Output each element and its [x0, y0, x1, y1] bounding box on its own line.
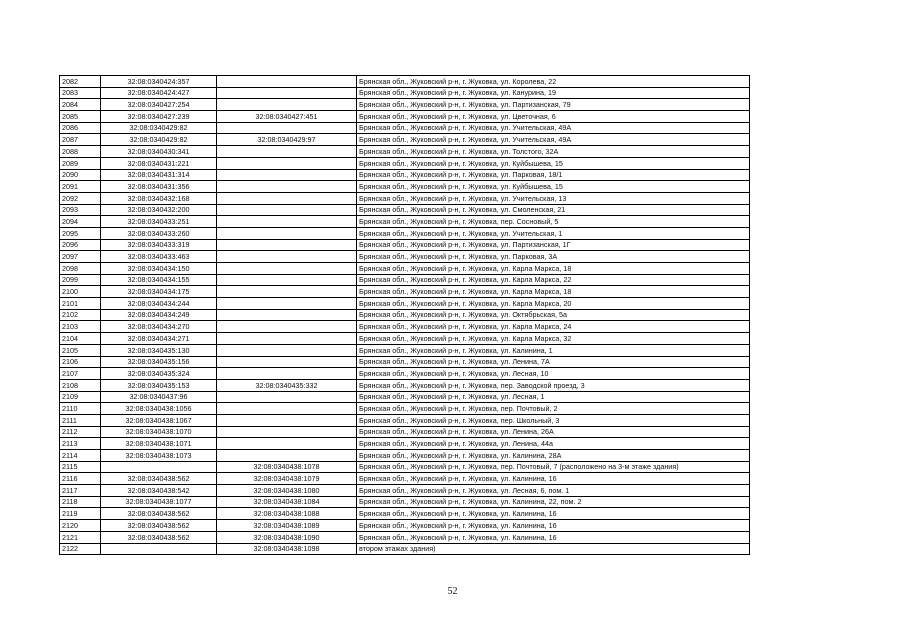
row-number-cell: 2098 — [60, 263, 101, 275]
row-number-cell: 2101 — [60, 298, 101, 310]
table-row — [60, 298, 750, 310]
address-cell: Брянская обл., Жуковский р-н, г. Жуковка, ул. Калинина, 1 — [357, 344, 750, 356]
related-cadastral-number-cell — [217, 227, 357, 239]
table-row — [60, 122, 750, 134]
cadastral-number-cell: 32:08:0340438:562 — [101, 473, 217, 485]
cadastral-number-cell: 32:08:0340432:168 — [101, 192, 217, 204]
table-row — [60, 461, 750, 473]
table-row — [60, 508, 750, 520]
table-row — [60, 391, 750, 403]
cadastral-number-cell: 32:08:0340438:1067 — [101, 414, 217, 426]
cadastral-number-cell: 32:08:0340431:221 — [101, 157, 217, 169]
table-row — [60, 344, 750, 356]
address-cell: Брянская обл., Жуковский р-н, г. Жуковка, ул. Карла Маркса, 22 — [357, 274, 750, 286]
row-number-cell: 2103 — [60, 321, 101, 333]
row-number-cell: 2107 — [60, 368, 101, 380]
cadastral-number-cell: 32:08:0340438:1071 — [101, 438, 217, 450]
related-cadastral-number-cell — [217, 426, 357, 438]
cadastral-number-cell: 32:08:0340434:150 — [101, 263, 217, 275]
address-cell: Брянская обл., Жуковский р-н, г. Жуковка, ул. Карла Маркса, 18 — [357, 263, 750, 275]
related-cadastral-number-cell — [217, 298, 357, 310]
table-row — [60, 414, 750, 426]
row-number-cell: 2118 — [60, 496, 101, 508]
cadastral-number-cell: 32:08:0340434:249 — [101, 309, 217, 321]
address-cell: Брянская обл., Жуковский р-н, г. Жуковка, ул. Карла Маркса, 24 — [357, 321, 750, 333]
address-cell: Брянская обл., Жуковский р-н, г. Жуковка, ул. Куйбышева, 15 — [357, 157, 750, 169]
row-number-cell: 2110 — [60, 403, 101, 415]
address-cell: Брянская обл., Жуковский р-н, г. Жуковка, ул. Калинина, 16 — [357, 473, 750, 485]
cadastral-number-cell: 32:08:0340433:463 — [101, 251, 217, 263]
row-number-cell: 2083 — [60, 87, 101, 99]
address-cell: Брянская обл., Жуковский р-н, г. Жуковка, пер. Почтовый, 7 (расположено на 3-м этаже здания) — [357, 461, 750, 473]
table-row — [60, 356, 750, 368]
address-cell: Брянская обл., Жуковский р-н, г. Жуковка, ул. Лесная, 1 — [357, 391, 750, 403]
related-cadastral-number-cell — [217, 146, 357, 158]
row-number-cell: 2105 — [60, 344, 101, 356]
table-row — [60, 321, 750, 333]
related-cadastral-number-cell — [217, 99, 357, 111]
address-cell: Брянская обл., Жуковский р-н, г. Жуковка, ул. Карла Маркса, 32 — [357, 333, 750, 345]
table-row — [60, 368, 750, 380]
cadastral-number-cell: 32:08:0340438:562 — [101, 520, 217, 532]
address-cell: втором этажах здания) — [357, 543, 750, 555]
address-cell: Брянская обл., Жуковский р-н, г. Жуковка, ул. Парковая, 3А — [357, 251, 750, 263]
address-cell: Брянская обл., Жуковский р-н, г. Жуковка, пер. Сосновый, 5 — [357, 216, 750, 228]
address-cell: Брянская обл., Жуковский р-н, г. Жуковка, ул. Ленина, 44а — [357, 438, 750, 450]
address-cell: Брянская обл., Жуковский р-н, г. Жуковка, ул. Партизанская, 79 — [357, 99, 750, 111]
cadastral-number-cell: 32:08:0340431:356 — [101, 181, 217, 193]
cadastral-number-cell: 32:08:0340431:314 — [101, 169, 217, 181]
table-row — [60, 204, 750, 216]
table-row — [60, 403, 750, 415]
table-row — [60, 181, 750, 193]
cadastral-number-cell: 32:08:0340427:239 — [101, 111, 217, 123]
table-row — [60, 450, 750, 462]
address-cell: Брянская обл., Жуковский р-н, г. Жуковка, ул. Лесная, 6, пом. 1 — [357, 485, 750, 497]
table-row — [60, 309, 750, 321]
row-number-cell: 2092 — [60, 192, 101, 204]
cadastral-number-cell: 32:08:0340434:175 — [101, 286, 217, 298]
table-row — [60, 543, 750, 555]
table-row — [60, 87, 750, 99]
table-row — [60, 134, 750, 146]
address-cell: Брянская обл., Жуковский р-н, г. Жуковка, ул. Учительская, 49А — [357, 134, 750, 146]
table-row — [60, 438, 750, 450]
address-cell: Брянская обл., Жуковский р-н, г. Жуковка, пер. Почтовый, 2 — [357, 403, 750, 415]
related-cadastral-number-cell — [217, 76, 357, 88]
cadastral-number-cell: 32:08:0340430:341 — [101, 146, 217, 158]
registry-table — [59, 75, 750, 555]
related-cadastral-number-cell — [217, 263, 357, 275]
table-row — [60, 286, 750, 298]
cadastral-number-cell: 32:08:0340432:200 — [101, 204, 217, 216]
row-number-cell: 2096 — [60, 239, 101, 251]
cadastral-number-cell: 32:08:0340435:153 — [101, 379, 217, 391]
row-number-cell: 2122 — [60, 543, 101, 555]
cadastral-number-cell: 32:08:0340433:251 — [101, 216, 217, 228]
row-number-cell: 2090 — [60, 169, 101, 181]
cadastral-number-cell: 32:08:0340437:96 — [101, 391, 217, 403]
cadastral-number-cell: 32:08:0340434:155 — [101, 274, 217, 286]
related-cadastral-number-cell: 32:08:0340438:1078 — [217, 461, 357, 473]
row-number-cell: 2095 — [60, 227, 101, 239]
related-cadastral-number-cell: 32:08:0340438:1090 — [217, 531, 357, 543]
address-cell: Брянская обл., Жуковский р-н, г. Жуковка, ул. Калинина, 16 — [357, 531, 750, 543]
related-cadastral-number-cell — [217, 321, 357, 333]
address-cell: Брянская обл., Жуковский р-н, г. Жуковка, ул. Карла Маркса, 18 — [357, 286, 750, 298]
related-cadastral-number-cell: 32:08:0340429:97 — [217, 134, 357, 146]
table-row — [60, 520, 750, 532]
cadastral-number-cell: 32:08:0340438:562 — [101, 508, 217, 520]
related-cadastral-number-cell — [217, 157, 357, 169]
cadastral-number-cell: 32:08:0340429:82 — [101, 122, 217, 134]
address-cell: Брянская обл., Жуковский р-н, г. Жуковка, ул. Цветочная, 6 — [357, 111, 750, 123]
table-row — [60, 251, 750, 263]
table-row — [60, 473, 750, 485]
related-cadastral-number-cell — [217, 204, 357, 216]
row-number-cell: 2086 — [60, 122, 101, 134]
table-row — [60, 379, 750, 391]
row-number-cell: 2084 — [60, 99, 101, 111]
row-number-cell: 2087 — [60, 134, 101, 146]
related-cadastral-number-cell — [217, 414, 357, 426]
address-cell: Брянская обл., Жуковский р-н, г. Жуковка, ул. Королева, 22 — [357, 76, 750, 88]
table-row — [60, 157, 750, 169]
related-cadastral-number-cell — [217, 251, 357, 263]
address-cell: Брянская обл., Жуковский р-н, г. Жуковка, ул. Калинина, 16 — [357, 520, 750, 532]
related-cadastral-number-cell: 32:08:0340438:1080 — [217, 485, 357, 497]
address-cell: Брянская обл., Жуковский р-н, г. Жуковка, пер. Школьный, 3 — [357, 414, 750, 426]
related-cadastral-number-cell — [217, 356, 357, 368]
row-number-cell: 2121 — [60, 531, 101, 543]
row-number-cell: 2109 — [60, 391, 101, 403]
address-cell: Брянская обл., Жуковский р-н, г. Жуковка, ул. Ленина, 26А — [357, 426, 750, 438]
address-cell: Брянская обл., Жуковский р-н, г. Жуковка, ул. Смоленская, 21 — [357, 204, 750, 216]
row-number-cell: 2113 — [60, 438, 101, 450]
table-row — [60, 146, 750, 158]
row-number-cell: 2085 — [60, 111, 101, 123]
related-cadastral-number-cell — [217, 403, 357, 415]
table-row — [60, 99, 750, 111]
row-number-cell: 2093 — [60, 204, 101, 216]
related-cadastral-number-cell: 32:08:0340435:332 — [217, 379, 357, 391]
table-row — [60, 111, 750, 123]
cadastral-number-cell: 32:08:0340438:562 — [101, 531, 217, 543]
row-number-cell: 2091 — [60, 181, 101, 193]
related-cadastral-number-cell — [217, 239, 357, 251]
cadastral-number-cell: 32:08:0340434:271 — [101, 333, 217, 345]
address-cell: Брянская обл., Жуковский р-н, г. Жуковка, ул. Парковая, 18/1 — [357, 169, 750, 181]
address-cell: Брянская обл., Жуковский р-н, г. Жуковка, ул. Куйбышева, 15 — [357, 181, 750, 193]
related-cadastral-number-cell — [217, 438, 357, 450]
table-row — [60, 76, 750, 88]
row-number-cell: 2111 — [60, 414, 101, 426]
related-cadastral-number-cell — [217, 333, 357, 345]
cadastral-number-cell: 32:08:0340435:130 — [101, 344, 217, 356]
related-cadastral-number-cell — [217, 87, 357, 99]
table-row — [60, 496, 750, 508]
row-number-cell: 2094 — [60, 216, 101, 228]
address-cell: Брянская обл., Жуковский р-н, г. Жуковка, ул. Калинина, 22, пом. 2 — [357, 496, 750, 508]
related-cadastral-number-cell — [217, 192, 357, 204]
related-cadastral-number-cell — [217, 286, 357, 298]
related-cadastral-number-cell: 32:08:0340427:451 — [217, 111, 357, 123]
cadastral-number-cell: 32:08:0340438:542 — [101, 485, 217, 497]
row-number-cell: 2117 — [60, 485, 101, 497]
related-cadastral-number-cell — [217, 216, 357, 228]
row-number-cell: 2104 — [60, 333, 101, 345]
cadastral-number-cell: 32:08:0340438:1077 — [101, 496, 217, 508]
related-cadastral-number-cell — [217, 368, 357, 380]
table-row — [60, 263, 750, 275]
address-cell: Брянская обл., Жуковский р-н, г. Жуковка, ул. Канурина, 19 — [357, 87, 750, 99]
related-cadastral-number-cell — [217, 450, 357, 462]
page-number: 52 — [447, 586, 458, 597]
table-row — [60, 216, 750, 228]
row-number-cell: 2114 — [60, 450, 101, 462]
related-cadastral-number-cell — [217, 274, 357, 286]
row-number-cell: 2099 — [60, 274, 101, 286]
cadastral-number-cell: 32:08:0340438:1056 — [101, 403, 217, 415]
address-cell: Брянская обл., Жуковский р-н, г. Жуковка, ул. Толстого, 32А — [357, 146, 750, 158]
cadastral-number-cell: 32:08:0340434:244 — [101, 298, 217, 310]
row-number-cell: 2097 — [60, 251, 101, 263]
table-row — [60, 274, 750, 286]
related-cadastral-number-cell — [217, 391, 357, 403]
cadastral-number-cell — [101, 543, 217, 555]
row-number-cell: 2119 — [60, 508, 101, 520]
row-number-cell: 2112 — [60, 426, 101, 438]
address-cell: Брянская обл., Жуковский р-н, г. Жуковка, ул. Учительская, 13 — [357, 192, 750, 204]
address-cell: Брянская обл., Жуковский р-н, г. Жуковка, ул. Карла Маркса, 20 — [357, 298, 750, 310]
row-number-cell: 2115 — [60, 461, 101, 473]
cadastral-number-cell: 32:08:0340424:357 — [101, 76, 217, 88]
cadastral-number-cell: 32:08:0340435:324 — [101, 368, 217, 380]
address-cell: Брянская обл., Жуковский р-н, г. Жуковка, ул. Ленина, 7А — [357, 356, 750, 368]
related-cadastral-number-cell — [217, 122, 357, 134]
cadastral-number-cell: 32:08:0340427:254 — [101, 99, 217, 111]
cadastral-number-cell: 32:08:0340434:270 — [101, 321, 217, 333]
address-cell: Брянская обл., Жуковский р-н, г. Жуковка, ул. Партизанская, 1Г — [357, 239, 750, 251]
row-number-cell: 2089 — [60, 157, 101, 169]
address-cell: Брянская обл., Жуковский р-н, г. Жуковка, ул. Калинина, 28А — [357, 450, 750, 462]
related-cadastral-number-cell: 32:08:0340438:1084 — [217, 496, 357, 508]
related-cadastral-number-cell: 32:08:0340438:1088 — [217, 508, 357, 520]
table-row — [60, 192, 750, 204]
table-row — [60, 239, 750, 251]
cadastral-number-cell: 32:08:0340435:156 — [101, 356, 217, 368]
related-cadastral-number-cell — [217, 181, 357, 193]
row-number-cell: 2100 — [60, 286, 101, 298]
cadastral-number-cell: 32:08:0340433:319 — [101, 239, 217, 251]
row-number-cell: 2116 — [60, 473, 101, 485]
address-cell: Брянская обл., Жуковский р-н, г. Жуковка, ул. Октябрьская, 5а — [357, 309, 750, 321]
address-cell: Брянская обл., Жуковский р-н, г. Жуковка, ул. Лесная, 10 — [357, 368, 750, 380]
table-row — [60, 169, 750, 181]
table-row — [60, 531, 750, 543]
cadastral-number-cell: 32:08:0340424:427 — [101, 87, 217, 99]
related-cadastral-number-cell: 32:08:0340438:1079 — [217, 473, 357, 485]
cadastral-number-cell — [101, 461, 217, 473]
table-row — [60, 426, 750, 438]
cadastral-number-cell: 32:08:0340429:82 — [101, 134, 217, 146]
row-number-cell: 2102 — [60, 309, 101, 321]
cadastral-number-cell: 32:08:0340438:1073 — [101, 450, 217, 462]
related-cadastral-number-cell — [217, 309, 357, 321]
address-cell: Брянская обл., Жуковский р-н, г. Жуковка, ул. Учительская, 1 — [357, 227, 750, 239]
row-number-cell: 2106 — [60, 356, 101, 368]
table-row — [60, 333, 750, 345]
row-number-cell: 2082 — [60, 76, 101, 88]
related-cadastral-number-cell: 32:08:0340438:1098 — [217, 543, 357, 555]
cadastral-number-cell: 32:08:0340433:260 — [101, 227, 217, 239]
related-cadastral-number-cell — [217, 169, 357, 181]
table-row — [60, 485, 750, 497]
address-cell: Брянская обл., Жуковский р-н, г. Жуковка, ул. Калинина, 16 — [357, 508, 750, 520]
address-cell: Брянская обл., Жуковский р-н, г. Жуковка, ул. Учительская, 49А — [357, 122, 750, 134]
row-number-cell: 2088 — [60, 146, 101, 158]
related-cadastral-number-cell: 32:08:0340438:1089 — [217, 520, 357, 532]
registry-table-body — [60, 76, 750, 555]
address-cell: Брянская обл., Жуковский р-н, г. Жуковка, пер. Заводской проезд, 3 — [357, 379, 750, 391]
row-number-cell: 2120 — [60, 520, 101, 532]
related-cadastral-number-cell — [217, 344, 357, 356]
table-row — [60, 227, 750, 239]
cadastral-number-cell: 32:08:0340438:1070 — [101, 426, 217, 438]
row-number-cell: 2108 — [60, 379, 101, 391]
